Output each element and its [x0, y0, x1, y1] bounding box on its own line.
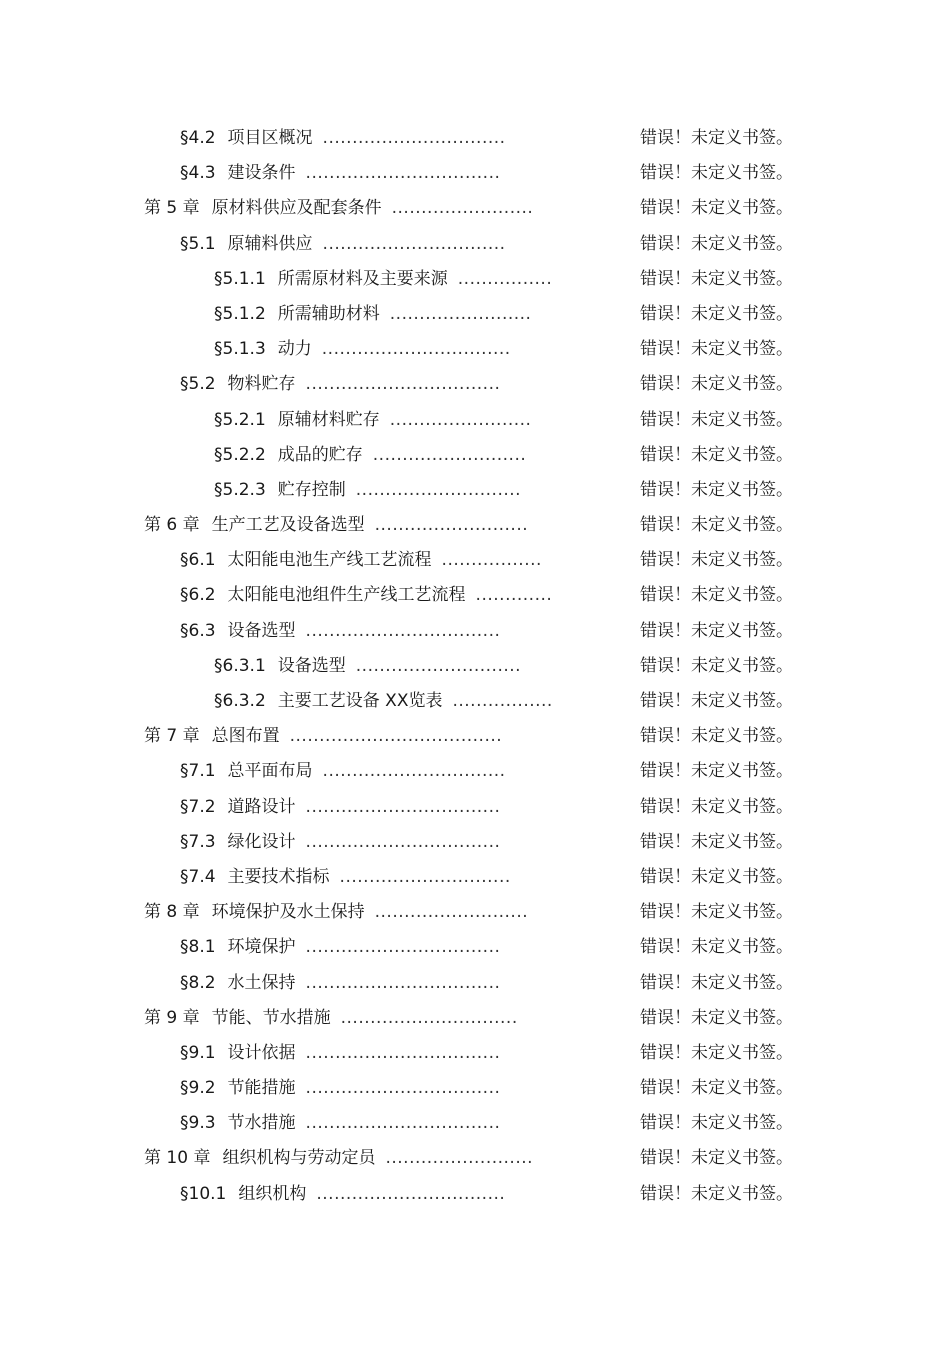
- toc-entry-heading: [180, 227, 506, 262]
- toc-dot-leader: ..........................: [374, 515, 529, 536]
- toc-entry-6[interactable]: [0, 332, 950, 367]
- toc-entry-title: 成品的贮存: [277, 444, 363, 465]
- toc-page-reference: 错误！未定义书签。: [640, 937, 793, 958]
- toc-entry-title: 建设条件: [227, 163, 296, 184]
- toc-dot-leader: ........................: [389, 303, 532, 324]
- toc-entry-heading: [180, 543, 542, 578]
- toc-page-reference: 错误！未定义书签。: [640, 1042, 793, 1063]
- toc-page-reference: 错误！未定义书签。: [640, 1113, 793, 1134]
- toc-entry-24[interactable]: [0, 966, 950, 1001]
- toc-entry-number: 第 6 章: [144, 515, 200, 536]
- toc-entry-number: §9.1: [180, 1042, 216, 1063]
- toc-entry-9[interactable]: [0, 438, 950, 473]
- toc-dot-leader: ....................................: [289, 726, 503, 747]
- toc-dot-leader: .................................: [305, 1078, 501, 1099]
- toc-entry-number: §6.1: [180, 550, 216, 571]
- toc-page-reference: 错误！未定义书签。: [640, 831, 793, 852]
- toc-page-reference: 错误！未定义书签。: [640, 409, 793, 430]
- toc-entry-heading: [144, 895, 528, 930]
- toc-entry-heading: [180, 1071, 500, 1106]
- toc-entry-2[interactable]: [0, 191, 950, 226]
- toc-page-reference: 错误！未定义书签。: [640, 866, 793, 887]
- toc-entry-title: 主要技术指标: [227, 866, 330, 887]
- toc-entry-29[interactable]: [0, 1141, 950, 1176]
- toc-entry-23[interactable]: [0, 930, 950, 965]
- toc-dot-leader: ........................: [391, 198, 534, 219]
- toc-page-reference: 错误！未定义书签。: [640, 233, 793, 254]
- toc-entry-number: §9.3: [180, 1113, 216, 1134]
- toc-entry-title: 设备选型: [227, 620, 296, 641]
- toc-entry-number: §5.1.1: [214, 268, 266, 289]
- toc-dot-leader: .................................: [305, 374, 501, 395]
- toc-entry-0[interactable]: [0, 121, 950, 156]
- toc-entry-heading: [180, 578, 552, 613]
- toc-entry-title: 太阳能电池生产线工艺流程: [227, 550, 432, 571]
- toc-entry-heading: [214, 332, 511, 367]
- toc-entry-title: 环境保护及水土保持: [211, 902, 365, 923]
- toc-page-reference: 错误！未定义书签。: [640, 198, 793, 219]
- toc-entry-title: 动力: [277, 339, 312, 360]
- toc-entry-title: 原辅料供应: [227, 233, 313, 254]
- toc-entry-number: §5.1.2: [214, 303, 266, 324]
- toc-page-reference: 错误！未定义书签。: [640, 902, 793, 923]
- toc-dot-leader: ........................: [389, 409, 532, 430]
- toc-entry-16[interactable]: [0, 684, 950, 719]
- toc-entry-title: 所需辅助材料: [277, 303, 380, 324]
- toc-dot-leader: .................................: [305, 620, 501, 641]
- toc-dot-leader: .................................: [305, 163, 501, 184]
- toc-page-reference: 错误！未定义书签。: [640, 479, 793, 500]
- toc-entry-number: §5.2: [180, 374, 216, 395]
- toc-entry-heading: [180, 156, 500, 191]
- toc-entry-title: 绿化设计: [227, 831, 296, 852]
- toc-dot-leader: ............................: [355, 479, 522, 500]
- toc-page-reference: 错误！未定义书签。: [640, 374, 793, 395]
- toc-entry-heading: [144, 191, 533, 226]
- toc-entry-title: 总平面布局: [227, 761, 313, 782]
- toc-entry-title: 节水措施: [227, 1113, 296, 1134]
- toc-entry-17[interactable]: [0, 719, 950, 754]
- toc-entry-title: 总图布置: [211, 726, 280, 747]
- toc-entry-title: 设计依据: [227, 1042, 296, 1063]
- toc-entry-21[interactable]: [0, 860, 950, 895]
- toc-entry-number: §8.2: [180, 972, 216, 993]
- toc-entry-number: §9.2: [180, 1078, 216, 1099]
- toc-entry-title: 组织机构: [238, 1183, 307, 1204]
- toc-dot-leader: .................................: [305, 831, 501, 852]
- toc-dot-leader: ................................: [316, 1183, 506, 1204]
- toc-entry-number: §7.1: [180, 761, 216, 782]
- toc-entry-7[interactable]: [0, 367, 950, 402]
- toc-entry-11[interactable]: [0, 508, 950, 543]
- toc-entry-number: §4.2: [180, 128, 216, 148]
- toc-entry-number: §7.3: [180, 831, 216, 852]
- toc-entry-heading: [214, 684, 553, 719]
- toc-entry-heading: [214, 438, 526, 473]
- toc-entry-27[interactable]: [0, 1071, 950, 1106]
- toc-entry-title: 设备选型: [277, 655, 346, 676]
- toc-dot-leader: .................................: [305, 972, 501, 993]
- toc-page-reference: 错误！未定义书签。: [640, 1007, 793, 1028]
- toc-page-reference: 错误！未定义书签。: [640, 515, 793, 536]
- toc-page-reference: 错误！未定义书签。: [640, 691, 793, 711]
- toc-entry-number: §7.4: [180, 866, 216, 887]
- toc-dot-leader: .................: [441, 550, 542, 571]
- toc-entry-title: 节能措施: [227, 1078, 296, 1099]
- toc-entry-heading: [180, 966, 500, 1001]
- toc-dot-leader: ................................: [321, 339, 511, 360]
- toc-entry-number: §7.2: [180, 796, 216, 817]
- toc-entry-heading: [214, 403, 531, 438]
- toc-entry-title: 主要工艺设备 XX览表: [277, 691, 443, 711]
- toc-entry-heading: [180, 825, 500, 860]
- toc-entry-number: §5.2.3: [214, 479, 266, 500]
- toc-page-reference: 错误！未定义书签。: [640, 1148, 793, 1169]
- toc-entry-14[interactable]: [0, 614, 950, 649]
- toc-entry-heading: [180, 754, 506, 789]
- toc-entry-title: 原辅材料贮存: [277, 409, 380, 430]
- toc-entry-title: 生产工艺及设备选型: [211, 515, 365, 536]
- toc-dot-leader: .................................: [305, 1113, 501, 1134]
- toc-page-reference: 错误！未定义书签。: [640, 163, 793, 184]
- toc-entry-number: 第 7 章: [144, 726, 200, 747]
- toc-entry-heading: [180, 1106, 500, 1141]
- toc-dot-leader: .............................: [339, 866, 511, 887]
- toc-entry-heading: [214, 297, 531, 332]
- toc-dot-leader: .............: [475, 585, 553, 606]
- toc-entry-15[interactable]: [0, 649, 950, 684]
- toc-entry-title: 太阳能电池组件生产线工艺流程: [227, 585, 466, 606]
- toc-entry-title: 所需原材料及主要来源: [277, 268, 448, 289]
- toc-entry-heading: [214, 649, 521, 684]
- table-of-contents: [0, 121, 950, 1212]
- toc-entry-title: 原材料供应及配套条件: [211, 198, 382, 219]
- toc-entry-heading: [180, 860, 511, 895]
- toc-entry-title: 物料贮存: [227, 374, 296, 395]
- toc-entry-number: §6.2: [180, 585, 216, 606]
- toc-entry-title: 环境保护: [227, 937, 296, 958]
- toc-entry-number: 第 9 章: [144, 1007, 200, 1028]
- toc-entry-1[interactable]: [0, 156, 950, 191]
- toc-entry-30[interactable]: [0, 1177, 950, 1212]
- toc-entry-heading: [144, 1001, 518, 1036]
- toc-entry-number: §4.3: [180, 163, 216, 184]
- toc-entry-number: §8.1: [180, 937, 216, 958]
- toc-entry-20[interactable]: [0, 825, 950, 860]
- toc-entry-number: §6.3.2: [214, 691, 266, 711]
- toc-page-reference: 错误！未定义书签。: [640, 268, 793, 289]
- toc-entry-heading: [180, 614, 500, 649]
- toc-entry-25[interactable]: [0, 1001, 950, 1036]
- toc-entry-number: §5.1.3: [214, 339, 266, 360]
- toc-dot-leader: ...............................: [322, 233, 506, 254]
- toc-entry-number: §5.2.2: [214, 444, 266, 465]
- toc-page-reference: 错误！未定义书签。: [640, 1078, 793, 1099]
- toc-dot-leader: ................: [457, 268, 553, 289]
- toc-entry-title: 组织机构与劳动定员: [222, 1148, 376, 1169]
- toc-entry-8[interactable]: [0, 403, 950, 438]
- toc-entry-heading: [180, 790, 500, 825]
- toc-entry-number: 第 10 章: [144, 1148, 211, 1169]
- toc-entry-4[interactable]: [0, 262, 950, 297]
- toc-page-reference: 错误！未定义书签。: [640, 796, 793, 817]
- toc-entry-title: 道路设计: [227, 796, 296, 817]
- toc-entry-heading: [144, 508, 528, 543]
- toc-entry-number: 第 5 章: [144, 198, 200, 219]
- toc-entry-3[interactable]: [0, 227, 950, 262]
- toc-dot-leader: ..........................: [372, 444, 527, 465]
- toc-entry-heading: [180, 930, 500, 965]
- toc-entry-heading: [180, 1036, 500, 1071]
- toc-page-reference: 错误！未定义书签。: [640, 726, 793, 747]
- toc-entry-heading: [144, 1141, 533, 1176]
- toc-entry-heading: [214, 262, 552, 297]
- toc-entry-13[interactable]: [0, 578, 950, 613]
- toc-entry-heading: [144, 719, 502, 754]
- toc-entry-10[interactable]: [0, 473, 950, 508]
- toc-entry-heading: [180, 121, 506, 156]
- toc-entry-number: §6.3: [180, 620, 216, 641]
- toc-entry-title: 贮存控制: [277, 479, 346, 500]
- toc-entry-12[interactable]: [0, 543, 950, 578]
- toc-entry-19[interactable]: [0, 790, 950, 825]
- toc-page-reference: 错误！未定义书签。: [640, 339, 793, 360]
- toc-entry-title: 节能、节水措施: [211, 1007, 331, 1028]
- toc-entry-18[interactable]: [0, 754, 950, 789]
- toc-page-reference: 错误！未定义书签。: [640, 444, 793, 465]
- toc-dot-leader: .................................: [305, 937, 501, 958]
- toc-page-reference: 错误！未定义书签。: [640, 303, 793, 324]
- toc-dot-leader: .........................: [385, 1148, 534, 1169]
- toc-entry-heading: [180, 1177, 505, 1212]
- toc-entry-22[interactable]: [0, 895, 950, 930]
- toc-entry-28[interactable]: [0, 1106, 950, 1141]
- toc-page-reference: 错误！未定义书签。: [640, 761, 793, 782]
- toc-page-reference: 错误！未定义书签。: [640, 655, 793, 676]
- toc-dot-leader: ............................: [355, 655, 522, 676]
- toc-page-reference: 错误！未定义书签。: [640, 972, 793, 993]
- toc-dot-leader: ..........................: [374, 902, 529, 923]
- toc-entry-number: §5.2.1: [214, 409, 266, 430]
- toc-entry-5[interactable]: [0, 297, 950, 332]
- toc-dot-leader: .................: [452, 691, 553, 711]
- toc-dot-leader: ...............................: [322, 128, 506, 148]
- toc-dot-leader: .................................: [305, 1042, 501, 1063]
- toc-entry-26[interactable]: [0, 1036, 950, 1071]
- toc-dot-leader: .................................: [305, 796, 501, 817]
- toc-entry-number: §10.1: [180, 1183, 227, 1204]
- toc-page-reference: 错误！未定义书签。: [640, 585, 793, 606]
- toc-entry-title: 项目区概况: [227, 128, 313, 148]
- toc-entry-title: 水土保持: [227, 972, 296, 993]
- toc-page-reference: 错误！未定义书签。: [640, 1183, 793, 1204]
- toc-entry-heading: [180, 367, 500, 402]
- toc-entry-number: §6.3.1: [214, 655, 266, 676]
- toc-dot-leader: ...............................: [322, 761, 506, 782]
- toc-page-reference: 错误！未定义书签。: [640, 128, 793, 148]
- toc-page-reference: 错误！未定义书签。: [640, 550, 793, 571]
- toc-page-reference: 错误！未定义书签。: [640, 620, 793, 641]
- toc-entry-number: 第 8 章: [144, 902, 200, 923]
- toc-entry-number: §5.1: [180, 233, 216, 254]
- toc-entry-heading: [214, 473, 521, 508]
- toc-dot-leader: ..............................: [340, 1007, 518, 1028]
